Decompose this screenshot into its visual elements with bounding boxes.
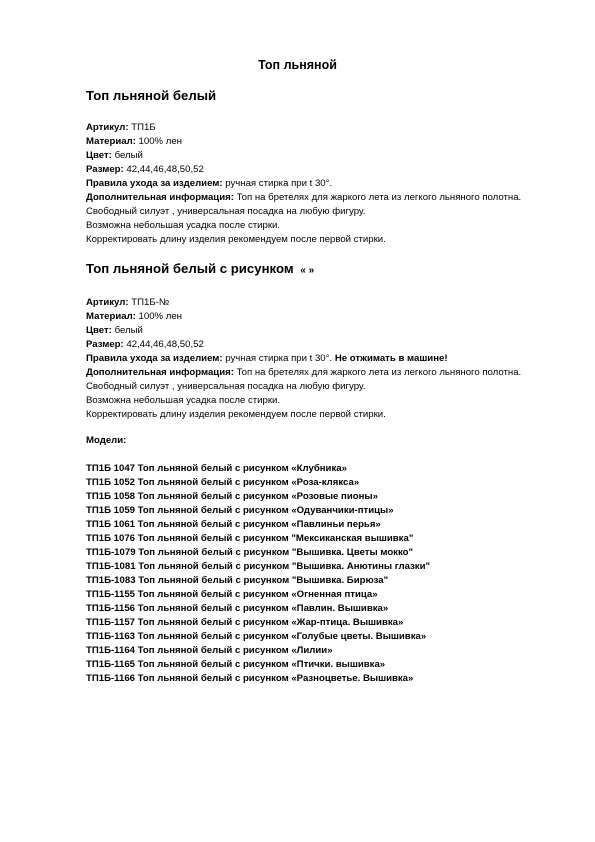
- model-item: ТП1Б 1047 Топ льняной белый с рисунком «Клубника»: [86, 463, 347, 474]
- length-note: Корректировать длину изделия рекомендуем после первой стирки.: [86, 234, 386, 245]
- size-row: [86, 163, 545, 177]
- material-row: [86, 135, 545, 149]
- care-label: Правила ухода за изделием:: [86, 178, 223, 189]
- product-properties-printed: [86, 296, 545, 422]
- material-row: [86, 310, 545, 324]
- info-value: Топ на бретелях для жаркого лета из легкого льняного полотна. Свободный силуэт , универсальная посадка на любую фигуру.: [86, 367, 522, 392]
- info-row: [86, 366, 545, 394]
- document-title: Топ льняной: [258, 58, 337, 72]
- color-label: Цвет:: [86, 150, 112, 161]
- model-item: ТП1Б-1157 Топ льняной белый с рисунком «Жар-птица. Вышивка»: [86, 617, 404, 628]
- info-label: Дополнительная информация:: [86, 192, 234, 203]
- color-label: Цвет:: [86, 325, 112, 336]
- product-heading-quotes: « »: [300, 265, 315, 276]
- model-item: ТП1Б-1156 Топ льняной белый с рисунком «Павлин. Вышивка»: [86, 603, 389, 614]
- model-item: ТП1Б 1059 Топ льняной белый с рисунком «Одуванчики-птицы»: [86, 505, 394, 516]
- product-heading-printed: [86, 261, 545, 279]
- care-row: [86, 352, 545, 366]
- info-value: Топ на бретелях для жаркого лета из легкого льняного полотна. Свободный силуэт , универсальная посадка на любую фигуру.: [86, 192, 522, 217]
- models-list: [86, 462, 545, 686]
- size-label: Размер:: [86, 339, 124, 350]
- color-value: белый: [114, 325, 143, 336]
- color-row: [86, 149, 545, 163]
- model-item: ТП1Б-1155 Топ льняной белый с рисунком «Огненная птица»: [86, 589, 378, 600]
- model-item: ТП1Б-1163 Топ льняной белый с рисунком «Голубые цветы. Вышивка»: [86, 631, 427, 642]
- length-note: Корректировать длину изделия рекомендуем после первой стирки.: [86, 409, 386, 420]
- product-section-printed: [86, 261, 545, 686]
- care-value: ручная стирка при t 30°.: [225, 178, 333, 189]
- product-heading-plain: Топ льняной белый: [86, 88, 217, 103]
- model-item: ТП1Б-1166 Топ льняной белый с рисунком «Разноцветье. Вышивка»: [86, 673, 414, 684]
- care-label: Правила ухода за изделием:: [86, 353, 223, 364]
- article-label: Артикул:: [86, 122, 129, 133]
- model-item: ТП1Б 1052 Топ льняной белый с рисунком «Роза-клякса»: [86, 477, 360, 488]
- article-value: ТП1Б-№: [131, 297, 170, 308]
- material-label: Материал:: [86, 311, 136, 322]
- care-value: ручная стирка при t 30°.: [225, 353, 333, 364]
- article-value: ТП1Б: [131, 122, 156, 133]
- material-value: 100% лен: [138, 311, 182, 322]
- model-item: ТП1Б 1076 Топ льняной белый с рисунком "Мексиканская вышивка": [86, 533, 414, 544]
- product-properties-plain: [86, 121, 545, 247]
- care-row: [86, 177, 545, 191]
- model-item: ТП1Б-1081 Топ льняной белый с рисунком "Вышивка. Анютины глазки": [86, 561, 431, 572]
- size-value: 42,44,46,48,50,52: [126, 339, 204, 350]
- article-row: [86, 121, 545, 135]
- model-item: ТП1Б-1079 Топ льняной белый с рисунком "Вышивка. Цветы мокко": [86, 547, 414, 558]
- info-label: Дополнительная информация:: [86, 367, 234, 378]
- model-item: ТП1Б-1165 Топ льняной белый с рисунком «Птички. вышивка»: [86, 659, 386, 670]
- info-row: [86, 191, 545, 219]
- model-item: ТП1Б-1083 Топ льняной белый с рисунком "Вышивка. Бирюза": [86, 575, 389, 586]
- product-section-plain: [86, 88, 545, 247]
- model-item: ТП1Б 1061 Топ льняной белый с рисунком «Павлиньи перья»: [86, 519, 381, 530]
- product-heading-text: Топ льняной белый с рисунком: [86, 261, 294, 276]
- article-row: [86, 296, 545, 310]
- color-row: [86, 324, 545, 338]
- shrink-note: Возможна небольшая усадка после стирки.: [86, 220, 281, 231]
- size-row: [86, 338, 545, 352]
- model-item: ТП1Б 1058 Топ льняной белый с рисунком «Розовые пионы»: [86, 491, 378, 502]
- shrink-note: Возможна небольшая усадка после стирки.: [86, 395, 281, 406]
- material-value: 100% лен: [138, 136, 182, 147]
- model-item: ТП1Б-1164 Топ льняной белый с рисунком «Лилии»: [86, 645, 333, 656]
- care-warning: Не отжимать в машине!: [334, 353, 448, 364]
- material-label: Материал:: [86, 136, 136, 147]
- models-title: Модели:: [86, 435, 127, 446]
- size-value: 42,44,46,48,50,52: [126, 164, 204, 175]
- size-label: Размер:: [86, 164, 124, 175]
- color-value: белый: [114, 150, 143, 161]
- article-label: Артикул:: [86, 297, 129, 308]
